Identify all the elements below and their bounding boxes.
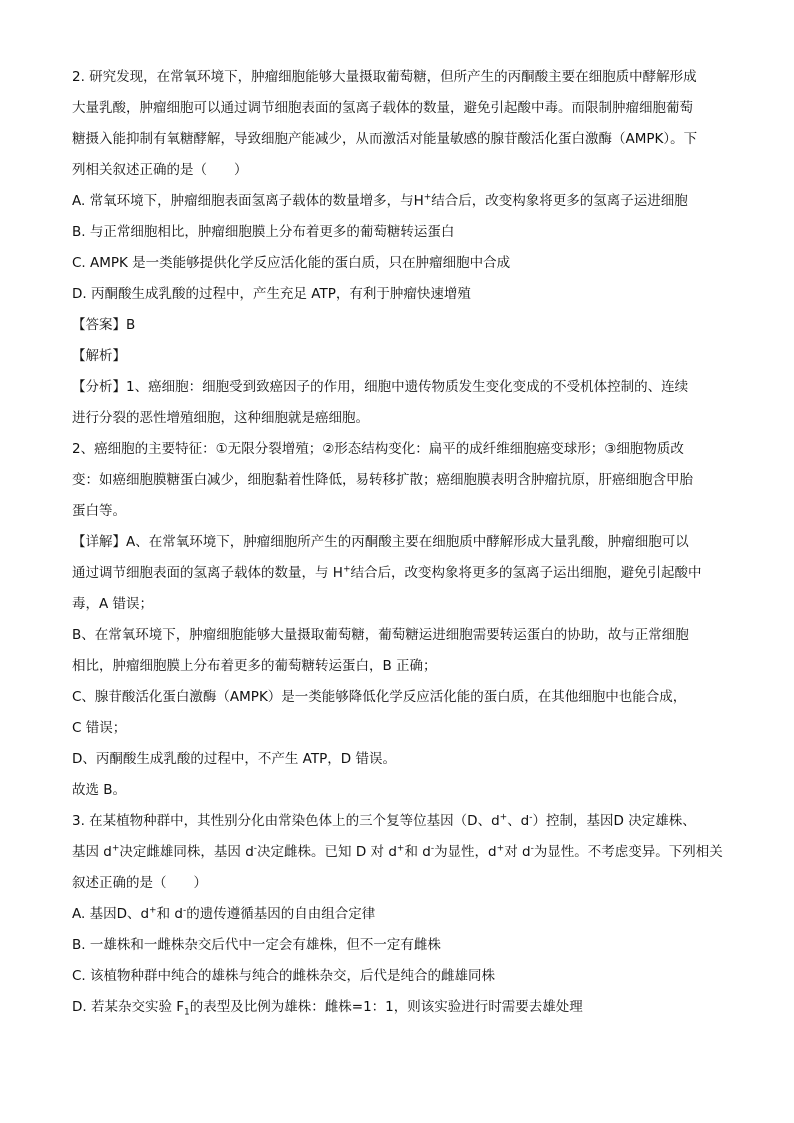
q3-stem-2e: 为显性，d (434, 844, 497, 860)
q2-fenxi-line-5: 蛋白等。 (72, 503, 126, 519)
q2-fenxi-line-4: 变：如癌细胞膜糖蛋白减少，细胞黏着性降低，易转移扩散；癌细胞膜表明含肿瘤抗原，肝癌细胞含甲胎 (72, 472, 693, 488)
q2-option-a (72, 186, 724, 217)
q2-detail-line-7: C 错误； (72, 720, 127, 736)
q2-detail-line-4: B、在常氧环境下，肿瘤细胞能够大量摄取葡萄糖，葡萄糖运进细胞需要转运蛋白的协助，故与正常细胞 (72, 627, 689, 643)
q3-stem-2c: 决定雌株。已知 D 对 d (257, 844, 397, 860)
q3-stem-1-sup-2: - (529, 812, 533, 823)
q3-stem-1b: 、d (507, 813, 530, 829)
q3-stem-2-sup-2: - (253, 843, 258, 854)
q2-stem-line-1: 2. 研究发现，在常氧环境下，肿瘤细胞能够大量摄取葡萄糖，但所产生的丙酮酸主要在细胞质中酵解形成 (72, 69, 697, 85)
q2-detail-line-3: 毒，A 错误； (72, 596, 154, 612)
q2-fenxi-line-1: 【分析】1、癌细胞：细胞受到致癌因子的作用，细胞中遗传物质发生变化变成的不受机体控制的、连续 (72, 379, 689, 395)
q2-option-a-text-1: A. 常氧环境下，肿瘤细胞表面氢离子载体的数量增多，与H (72, 193, 424, 209)
q3-option-a-sup-2: - (182, 905, 187, 916)
q2-detail-line-2-text-1: 通过调节细胞表面的氢离子载体的数量，与 H (72, 565, 343, 581)
q2-detail-line-2-text-2: 结合后，改变构象将更多的氢离子运出细胞，避免引起酸中 (350, 565, 702, 581)
q3-stem-1a: 3. 在某植物种群中，其性别分化由常染色体上的三个复等位基因（D、d (72, 813, 500, 829)
q3-stem-line-2 (72, 837, 724, 868)
q3-option-d-subscript: 1 (184, 1007, 190, 1018)
q3-stem-2d: 和 d (404, 844, 431, 860)
q3-stem-2a: 基因 d (72, 844, 112, 860)
q3-stem-2-sup-1: + (111, 843, 120, 854)
q3-stem-2-sup-6: - (530, 843, 534, 854)
q2-detail-line-6: C、腺苷酸活化蛋白激酶（AMPK）是一类能够降低化学反应活化能的蛋白质，在其他细胞中也能合成， (72, 689, 687, 705)
q2-detail-superscript: + (342, 564, 351, 575)
q3-option-a-sup-1: + (149, 905, 157, 916)
q2-detail-line-5: 相比，肿瘤细胞膜上分布着更多的葡萄糖转运蛋白，B 正确； (72, 658, 437, 674)
q3-stem-line-1 (72, 806, 724, 837)
q2-detail-line-8: D、丙酮酸生成乳酸的过程中，不产生 ATP，D 错误。 (72, 751, 396, 767)
q3-stem-2f: 对 d (504, 844, 531, 860)
q3-stem-2g: 为显性。不考虑变异。下列相关 (533, 844, 723, 860)
q3-option-d (72, 992, 724, 1023)
q2-fenxi-line-3: 2、癌细胞的主要特征：①无限分裂增殖；②形态结构变化：扁平的成纤维细胞癌变球形；③细胞物质改 (72, 441, 684, 457)
q3-option-d-2: 的表型及比例为雄株：雌株=1：1，则该实验进行时需要去雄处理 (189, 999, 583, 1015)
q3-option-a-1: A. 基因D、d (72, 906, 150, 922)
q3-stem-2-sup-3: + (396, 843, 405, 854)
document-page (72, 62, 724, 1023)
q2-option-b: B. 与正常细胞相比，肿瘤细胞膜上分布着更多的葡萄糖转运蛋白 (72, 224, 455, 240)
q2-detail-line-1: 【详解】A、在常氧环境下，肿瘤细胞所产生的丙酮酸主要在细胞质中酵解形成大量乳酸，肿瘤细胞可以 (72, 534, 689, 550)
q3-option-d-1: D. 若某杂交实验 F (72, 999, 185, 1015)
q3-stem-line-3: 叙述正确的是（ ） (72, 875, 207, 891)
q2-stem-line-3: 糖摄入能抑制有氧糖酵解，导致细胞产能减少，从而激活对能量敏感的腺苷酸活化蛋白激酶（AMPK）。下 (72, 131, 698, 147)
q2-detail-line-2 (72, 558, 724, 589)
q2-option-d: D. 丙酮酸生成乳酸的过程中，产生充足 ATP，有利于肿瘤快速增殖 (72, 286, 471, 302)
q3-option-a-2: 和 d (156, 906, 183, 922)
q2-conclusion: 故选 B。 (72, 782, 127, 798)
q2-stem-line-2: 大量乳酸，肿瘤细胞可以通过调节细胞表面的氢离子载体的数量，避免引起酸中毒。而限制肿瘤细胞葡萄 (72, 100, 693, 116)
q3-stem-1-sup-1: + (499, 812, 508, 823)
q2-option-a-superscript: + (423, 192, 432, 203)
q2-analysis-label: 【解析】 (72, 348, 126, 364)
q3-stem-1c: ）控制，基因D 决定雄株、 (532, 813, 696, 829)
q3-option-b: B. 一雄株和一雌株杂交后代中一定会有雄株，但不一定有雌株 (72, 937, 441, 953)
q2-answer: 【答案】B (72, 317, 136, 333)
q3-stem-2b: 决定雌雄同株，基因 d (119, 844, 254, 860)
q3-option-c: C. 该植物种群中纯合的雄株与纯合的雌株杂交，后代是纯合的雌雄同株 (72, 968, 496, 984)
q2-stem-line-4: 列相关叙述正确的是（ ） (72, 162, 248, 178)
q2-fenxi-line-2: 进行分裂的恶性增殖细胞，这种细胞就是癌细胞。 (72, 410, 369, 426)
q3-option-a (72, 899, 724, 930)
q2-option-c: C. AMPK 是一类能够提供化学反应活化能的蛋白质，只在肿瘤细胞中合成 (72, 255, 511, 271)
q3-stem-2-sup-4: - (430, 843, 435, 854)
q2-option-a-text-2: 结合后，改变构象将更多的氢离子运进细胞 (431, 193, 688, 209)
q3-stem-2-sup-5: + (496, 843, 505, 854)
q3-option-a-3: 的遗传遵循基因的自由组合定律 (186, 906, 376, 922)
